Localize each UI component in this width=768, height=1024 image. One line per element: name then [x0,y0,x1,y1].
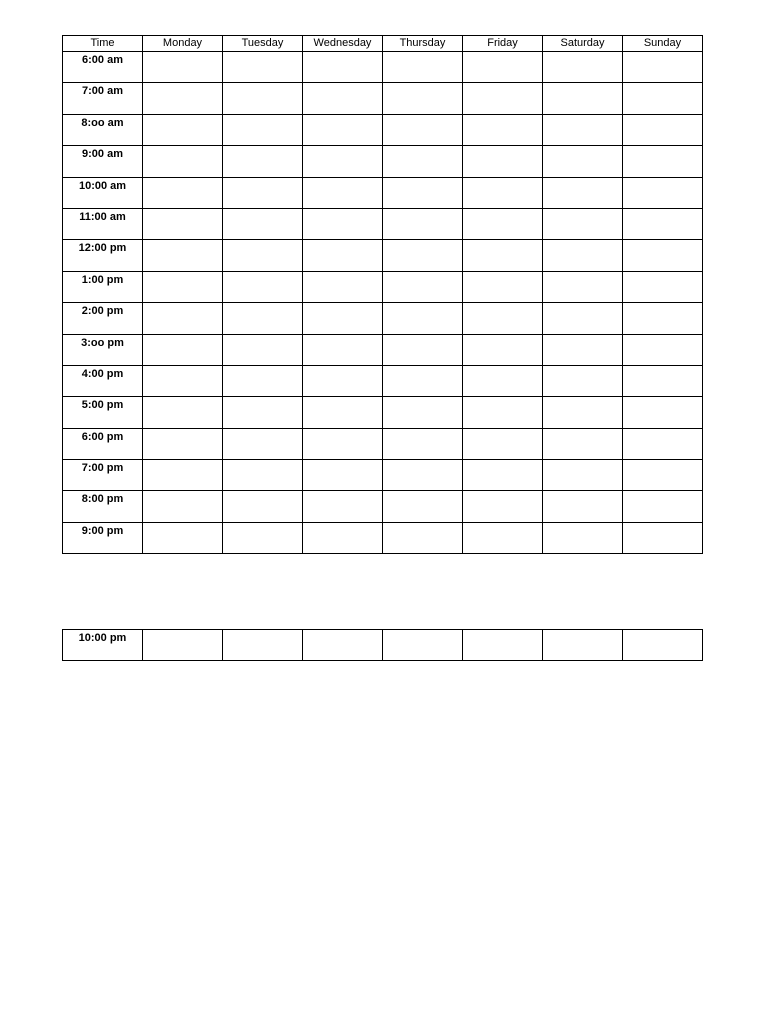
time-slot-label: 5:00 pm [63,397,143,428]
schedule-cell-wednesday[interactable] [303,240,383,271]
time-slot-label: 8:oo am [63,114,143,145]
schedule-cell-tuesday[interactable] [223,334,303,365]
overflow-schedule-table [62,629,703,661]
schedule-cell-tuesday[interactable] [223,146,303,177]
time-slot-row [63,428,703,459]
schedule-cell-monday[interactable] [143,146,223,177]
schedule-cell-friday[interactable] [463,522,543,553]
schedule-cell-sunday[interactable] [623,365,703,396]
schedule-cell-saturday[interactable] [543,240,623,271]
schedule-cell-thursday[interactable] [383,146,463,177]
schedule-cell-thursday[interactable] [383,177,463,208]
time-slot-label: 1:00 pm [63,271,143,302]
schedule-cell-saturday[interactable] [543,397,623,428]
schedule-cell-thursday[interactable] [383,428,463,459]
schedule-cell-friday[interactable] [463,365,543,396]
schedule-cell-sunday[interactable] [623,522,703,553]
schedule-cell-tuesday[interactable] [223,114,303,145]
day-header-thursday: Thursday [383,36,463,52]
schedule-cell-monday[interactable] [143,522,223,553]
time-slot-row [63,52,703,83]
schedule-cell-wednesday[interactable] [303,630,383,661]
schedule-cell-saturday[interactable] [543,52,623,83]
schedule-cell-tuesday[interactable] [223,428,303,459]
day-header-friday: Friday [463,36,543,52]
schedule-cell-thursday[interactable] [383,460,463,491]
schedule-cell-monday[interactable] [143,491,223,522]
schedule-cell-sunday[interactable] [623,240,703,271]
schedule-cell-saturday[interactable] [543,271,623,302]
schedule-cell-monday[interactable] [143,114,223,145]
schedule-cell-wednesday[interactable] [303,83,383,114]
schedule-cell-friday[interactable] [463,630,543,661]
schedule-cell-friday[interactable] [463,460,543,491]
schedule-cell-thursday[interactable] [383,365,463,396]
schedule-cell-saturday[interactable] [543,491,623,522]
schedule-cell-monday[interactable] [143,271,223,302]
schedule-cell-sunday[interactable] [623,177,703,208]
schedule-cell-monday[interactable] [143,630,223,661]
schedule-cell-tuesday[interactable] [223,208,303,239]
time-slot-row [63,397,703,428]
schedule-cell-saturday[interactable] [543,146,623,177]
schedule-cell-thursday[interactable] [383,303,463,334]
schedule-cell-tuesday[interactable] [223,397,303,428]
time-slot-label: 7:00 pm [63,460,143,491]
schedule-cell-saturday[interactable] [543,522,623,553]
schedule-cell-thursday[interactable] [383,630,463,661]
schedule-cell-thursday[interactable] [383,240,463,271]
time-slot-row [63,334,703,365]
time-slot-label: 9:00 pm [63,522,143,553]
schedule-cell-saturday[interactable] [543,208,623,239]
time-slot-label: 6:00 pm [63,428,143,459]
schedule-cell-sunday[interactable] [623,630,703,661]
schedule-cell-saturday[interactable] [543,303,623,334]
time-slot-row [63,177,703,208]
schedule-cell-sunday[interactable] [623,271,703,302]
time-slot-row [63,146,703,177]
time-slot-label: 2:00 pm [63,303,143,334]
schedule-cell-monday[interactable] [143,177,223,208]
time-slot-row [63,491,703,522]
time-slot-row [63,208,703,239]
schedule-cell-monday[interactable] [143,365,223,396]
schedule-cell-thursday[interactable] [383,491,463,522]
day-header-wednesday: Wednesday [303,36,383,52]
schedule-cell-thursday[interactable] [383,83,463,114]
schedule-cell-monday[interactable] [143,83,223,114]
schedule-cell-tuesday[interactable] [223,491,303,522]
schedule-cell-sunday[interactable] [623,114,703,145]
schedule-cell-wednesday[interactable] [303,271,383,302]
time-slot-row [63,83,703,114]
schedule-cell-monday[interactable] [143,334,223,365]
schedule-cell-wednesday[interactable] [303,177,383,208]
schedule-cell-friday[interactable] [463,397,543,428]
schedule-cell-sunday[interactable] [623,397,703,428]
schedule-cell-thursday[interactable] [383,208,463,239]
schedule-cell-wednesday[interactable] [303,365,383,396]
schedule-cell-wednesday[interactable] [303,52,383,83]
schedule-cell-friday[interactable] [463,491,543,522]
day-header-sunday: Sunday [623,36,703,52]
schedule-cell-saturday[interactable] [543,114,623,145]
time-slot-label: 9:00 am [63,146,143,177]
time-slot-label: 10:00 pm [63,630,143,661]
schedule-cell-sunday[interactable] [623,208,703,239]
schedule-cell-wednesday[interactable] [303,397,383,428]
schedule-cell-tuesday[interactable] [223,303,303,334]
schedule-cell-thursday[interactable] [383,334,463,365]
schedule-cell-sunday[interactable] [623,52,703,83]
schedule-cell-friday[interactable] [463,83,543,114]
schedule-cell-thursday[interactable] [383,522,463,553]
schedule-cell-wednesday[interactable] [303,208,383,239]
schedule-cell-tuesday[interactable] [223,177,303,208]
time-slot-row [63,240,703,271]
time-slot-row [63,271,703,302]
schedule-cell-monday[interactable] [143,303,223,334]
schedule-cell-wednesday[interactable] [303,491,383,522]
time-slot-label: 12:00 pm [63,240,143,271]
schedule-cell-wednesday[interactable] [303,114,383,145]
schedule-cell-sunday[interactable] [623,83,703,114]
schedule-cell-monday[interactable] [143,208,223,239]
schedule-cell-tuesday[interactable] [223,522,303,553]
day-header-tuesday: Tuesday [223,36,303,52]
schedule-cell-tuesday[interactable] [223,630,303,661]
schedule-cell-thursday[interactable] [383,114,463,145]
schedule-cell-friday[interactable] [463,114,543,145]
schedule-cell-saturday[interactable] [543,365,623,396]
schedule-cell-tuesday[interactable] [223,83,303,114]
time-slot-row [63,460,703,491]
time-slot-label: 8:00 pm [63,491,143,522]
weekly-schedule-table [62,35,703,554]
schedule-cell-tuesday[interactable] [223,52,303,83]
time-slot-row [63,522,703,553]
schedule-cell-saturday[interactable] [543,83,623,114]
schedule-cell-wednesday[interactable] [303,522,383,553]
schedule-cell-tuesday[interactable] [223,460,303,491]
day-header-monday: Monday [143,36,223,52]
schedule-cell-thursday[interactable] [383,271,463,302]
schedule-cell-sunday[interactable] [623,334,703,365]
schedule-cell-friday[interactable] [463,428,543,459]
schedule-cell-wednesday[interactable] [303,303,383,334]
schedule-cell-saturday[interactable] [543,630,623,661]
schedule-cell-friday[interactable] [463,146,543,177]
schedule-cell-monday[interactable] [143,397,223,428]
day-header-saturday: Saturday [543,36,623,52]
schedule-cell-friday[interactable] [463,303,543,334]
time-slot-label: 6:00 am [63,52,143,83]
schedule-cell-wednesday[interactable] [303,428,383,459]
time-slot-row [63,303,703,334]
schedule-cell-sunday[interactable] [623,428,703,459]
schedule-cell-friday[interactable] [463,52,543,83]
time-column-header: Time [63,36,143,52]
schedule-cell-saturday[interactable] [543,460,623,491]
schedule-cell-sunday[interactable] [623,460,703,491]
schedule-cell-friday[interactable] [463,334,543,365]
schedule-cell-monday[interactable] [143,428,223,459]
schedule-cell-thursday[interactable] [383,397,463,428]
schedule-cell-sunday[interactable] [623,303,703,334]
header-row [63,36,703,52]
schedule-cell-monday[interactable] [143,460,223,491]
schedule-cell-sunday[interactable] [623,146,703,177]
time-slot-row [63,114,703,145]
schedule-cell-friday[interactable] [463,208,543,239]
schedule-cell-saturday[interactable] [543,177,623,208]
schedule-cell-tuesday[interactable] [223,240,303,271]
schedule-cell-wednesday[interactable] [303,334,383,365]
schedule-cell-saturday[interactable] [543,334,623,365]
time-slot-row [63,630,703,661]
schedule-cell-wednesday[interactable] [303,146,383,177]
schedule-cell-tuesday[interactable] [223,271,303,302]
time-slot-label: 10:00 am [63,177,143,208]
schedule-cell-tuesday[interactable] [223,365,303,396]
time-slot-label: 4:00 pm [63,365,143,396]
time-slot-label: 3:oo pm [63,334,143,365]
schedule-cell-friday[interactable] [463,177,543,208]
schedule-cell-friday[interactable] [463,271,543,302]
schedule-cell-thursday[interactable] [383,52,463,83]
schedule-cell-saturday[interactable] [543,428,623,459]
schedule-cell-sunday[interactable] [623,491,703,522]
schedule-cell-friday[interactable] [463,240,543,271]
schedule-cell-monday[interactable] [143,52,223,83]
schedule-cell-wednesday[interactable] [303,460,383,491]
time-slot-label: 11:00 am [63,208,143,239]
schedule-cell-monday[interactable] [143,240,223,271]
time-slot-label: 7:00 am [63,83,143,114]
time-slot-row [63,365,703,396]
